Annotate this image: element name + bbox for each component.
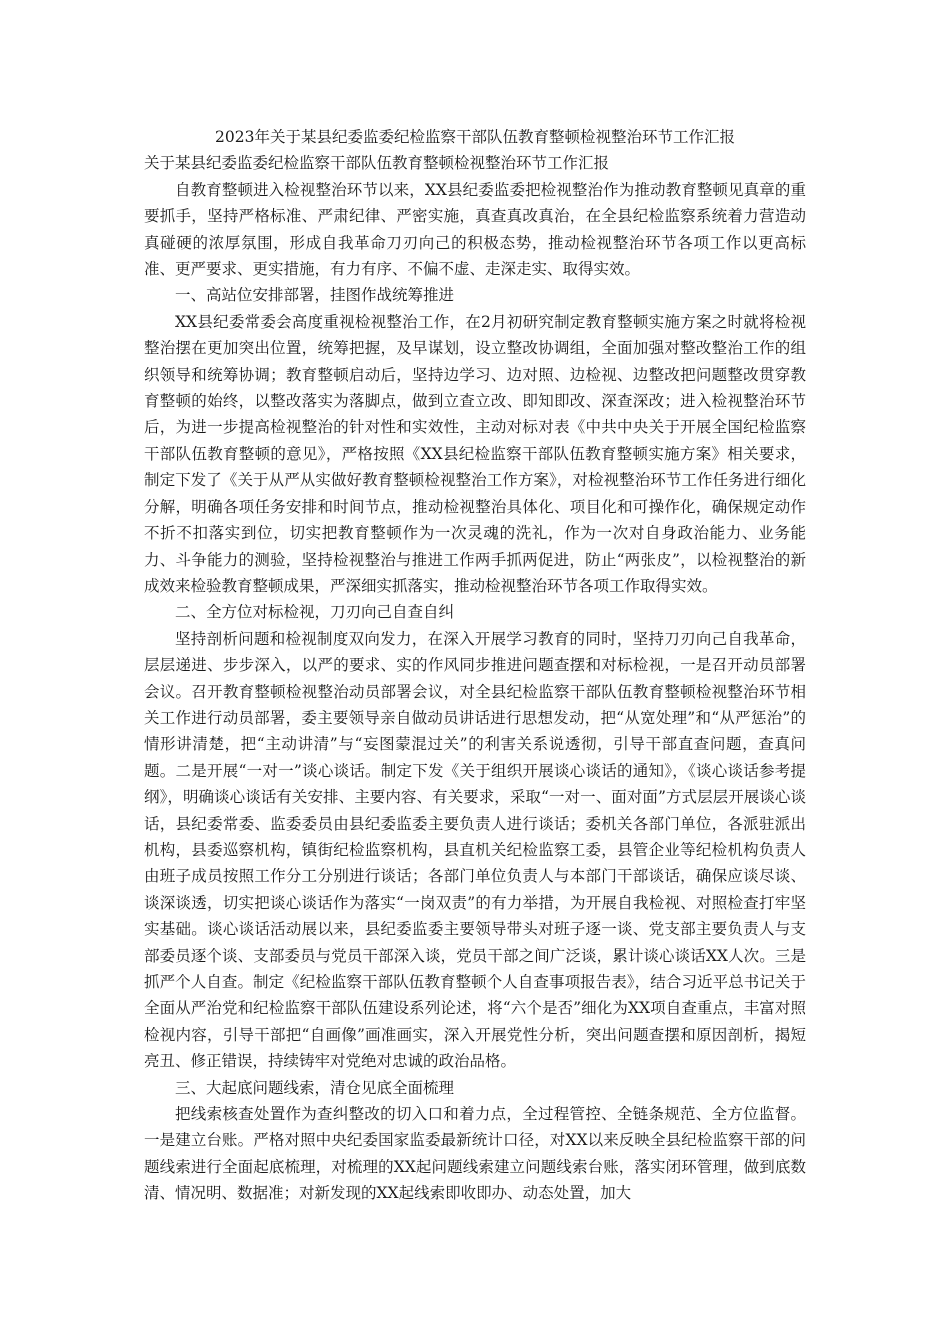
section-paragraph-3: 把线索核查处置作为查纠整改的切入口和着力点，全过程管控、全链条规范、全方位监督。一是建立台账。严格对照中央纪委国家监委最新统计口径，对XX以来反映全县纪检监察干部的问题线索进行全面起底梳理，对梳理的XX起问题线索建立问题线索台账，落实闭环管理，做到底数清、情况明、数据准；对新发现的XX起线索即收即办、动态处置，加大 [144,1105,806,1203]
document-title: 2023年关于某县纪委监委纪检监察干部队伍教育整顿检视整治环节工作汇报 [215,128,735,146]
section-heading-1: 一、高站位安排部署，挂图作战统筹推进 [175,286,455,305]
section-paragraph-2: 坚持剖析问题和检视制度双向发力，在深入开展学习教育的同时，坚持刀刃向己自我革命，层层递进、步步深入，以严的要求、实的作风同步推进问题查摆和对标检视，一是召开动员部署会议。召开教育整顿检视整治动员部署会议，对全县纪检监察干部队伍教育整顿检视整治环节相关工作进行动员部署，委主要领导亲自做动员讲话进行思想发动，把“从宽处理”和“从严惩治”的情形讲清楚，把“主动讲清”与“妄图蒙混过关”的利害关系说透彻，引导干部直查问题，查真问题。二是开展“一对一”谈心谈话。制定下发《关于组织开展谈心谈话的通知》，《谈心谈话参考提纲》，明确谈心谈话有关安排、主要内容、有关要求，采取“一对一、面对面”方式层层开展谈心谈话，县纪委常委、监委委员由县纪委监委主要负责人进行谈话；委机关各部门单位，各派驻派出机构，县委巡察机构，镇街纪检监察机构，县直机关纪检监察工委，县管企业等纪检机构负责人由班子成员按照工作分工分别进行谈话；各部门单位负责人与本部门干部谈话，确保应谈尽谈、谈深谈透，切实把谈心谈话作为落实“一岗双责”的有力举措，为开展自我检视、对照检查打牢坚实基础。谈心谈话活动展以来，县纪委监委主要领导带头对班子逐一谈、党支部主要负责人与支部委员逐个谈、支部委员与党员干部深入谈，党员干部之间广泛谈，累计谈心谈话XX人次。三是抓严个人自查。制定《纪检监察干部队伍教育整顿个人自查事项报告表》，结合习近平总书记关于全面从严治党和纪检监察干部队伍建设系列论述，将“六个是否”细化为XX项自查重点，丰富对照检视内容，引导干部把“自画像”画准画实，深入开展党性分析，突出问题查摆和原因剖析，揭短亮丑、修正错误，持续铸牢对党绝对忠诚的政治品格。 [144,629,806,1071]
intro-paragraph: 自教育整顿进入检视整治环节以来，XX县纪委监委把检视整治作为推动教育整顿见真章的重要抓手，坚持严格标准、严肃纪律、严密实施，真查真改真治，在全县纪检监察系统着力营造动真碰硬的浓厚氛围，形成自我革命刀刃向己的积极态势，推动检视整治环节各项工作以更高标准、更严要求、更实措施，有力有序、不偏不虚、走深走实、取得实效。 [144,180,806,279]
document-subtitle: 关于某县纪委监委纪检监察干部队伍教育整顿检视整治环节工作汇报 [144,154,610,173]
section-paragraph-1: XX县纪委常委会高度重视检视整治工作，在2月初研究制定教育整顿实施方案之时就将检视整治摆在更加突出位置，统筹把握，及早谋划，设立整改协调组，全面加强对整改整治工作的组织领导和统筹协调；教育整顿启动后，坚持边学习、边对照、边检视、边整改把问题整改贯穿教育整顿的始终，以整改落实为落脚点，做到立查立改、即知即改、深查深改；进入检视整治环节后，为进一步提高检视整治的针对性和实效性，主动对标对表《中共中央关于开展全国纪检监察干部队伍教育整顿的意见》，严格按照《XX县纪检监察干部队伍教育整顿实施方案》相关要求，制定下发了《关于从严从实做好教育整顿检视整治工作方案》，对检视整治环节工作任务进行细化分解，明确各项任务安排和时间节点，推动检视整治具体化、项目化和可操作化，确保规定动作不折不扣落实到位，切实把教育整顿作为一次灵魂的洗礼，作为一次对自身政治能力、业务能力、斗争能力的测验，坚持检视整治与推进工作两手抓两促进，防止“两张皮”，以检视整治的新成效来检验教育整顿成果，严深细实抓落实，推动检视整治环节各项工作取得实效。 [144,312,806,595]
document-body [144,124,806,1207]
section-heading-2: 二、全方位对标检视，刀刃向己自查自纠 [175,603,455,622]
section-heading-3: 三、大起底问题线索，清仓见底全面梳理 [175,1078,455,1097]
